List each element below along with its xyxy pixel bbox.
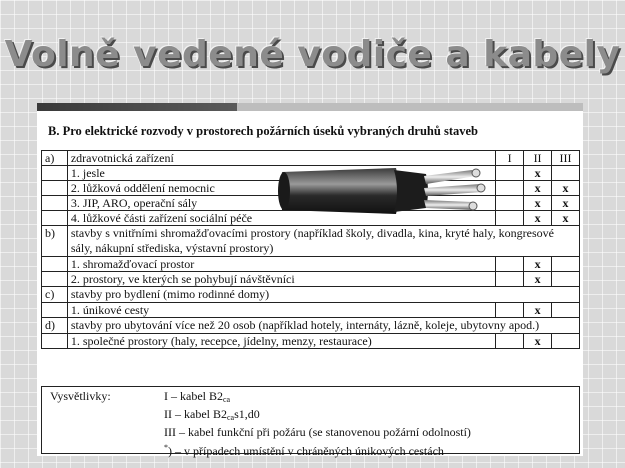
row-description: 1. společné prostory (haly, recepce, jídelny, menzy, restaurace) — [67, 334, 495, 349]
row-description: stavby pro bydlení (mimo rodinné domy) — [67, 287, 579, 303]
section-heading: B. Pro elektrické rozvody v prostorech požárních úseků vybraných druhů staveb — [48, 124, 478, 138]
slide-title: Volně vedené vodiče a kabely — [4, 34, 621, 75]
row-label: a) — [42, 151, 68, 166]
row-label — [42, 166, 68, 181]
cable-class-mark: x — [552, 181, 580, 196]
row-description: 1. únikové cesty — [67, 303, 495, 318]
cable-class-mark — [552, 166, 580, 181]
cable-class-mark: x — [524, 257, 552, 272]
cable-class-mark — [496, 303, 524, 318]
row-label — [42, 211, 68, 226]
row-label — [42, 272, 68, 287]
cable-class-mark: x — [524, 181, 552, 196]
row-description: 4. lůžkové části zařízení sociální péče — [67, 211, 495, 226]
cable-class-mark: x — [524, 272, 552, 287]
legend-list — [164, 389, 471, 459]
cable-class-mark — [496, 196, 524, 211]
table-row — [42, 287, 580, 303]
cable-class-mark — [496, 257, 524, 272]
cable-class-mark: x — [524, 196, 552, 211]
cable-class-mark: x — [524, 303, 552, 318]
cable-class-mark: x — [552, 211, 580, 226]
row-label — [42, 303, 68, 318]
legend-item: II – kabel $B2_{ca}s1,d0$ — [164, 407, 260, 422]
cable-class-mark — [552, 303, 580, 318]
row-label — [42, 181, 68, 196]
cable-class-mark — [496, 166, 524, 181]
table-row — [42, 318, 580, 334]
row-description: 1. jesle — [67, 166, 495, 181]
cable-class-mark — [496, 334, 524, 349]
cable-class-mark — [496, 211, 524, 226]
legend-item: III – kabel funkční při požáru (se stanovenou požární odolností) — [164, 425, 471, 439]
table-row — [42, 257, 580, 272]
row-description: 2. prostory, ve kterých se pohybují návštěvníci — [67, 272, 495, 287]
cable-class-mark — [496, 181, 524, 196]
table-row — [42, 334, 580, 349]
cable-class-mark: x — [524, 211, 552, 226]
row-label — [42, 196, 68, 211]
document-excerpt — [37, 103, 583, 456]
legend-item: *) – v případech umístění v chráněných únikových cestách — [164, 443, 444, 458]
legend-item: I – kabel $B2_{ca}$ — [164, 389, 231, 404]
row-description: stavby pro ubytování více než 20 osob (například hotely, internáty, lázně, koleje, ubytovny apod.) — [67, 318, 579, 334]
row-label: d) — [42, 318, 68, 334]
legend-label: Vysvětlivky: — [50, 389, 111, 403]
row-label: c) — [42, 287, 68, 303]
row-description: 2. lůžková oddělení nemocnic — [67, 181, 495, 196]
cable-class-mark — [552, 272, 580, 287]
document-top-rule — [37, 103, 583, 111]
cable-class-mark — [552, 334, 580, 349]
row-description: zdravotnická zařízení — [67, 151, 495, 166]
table-row — [42, 226, 580, 257]
cable-class-mark: x — [552, 196, 580, 211]
table-row — [42, 303, 580, 318]
column-header: III — [552, 151, 580, 166]
cable-class-mark — [496, 272, 524, 287]
row-description: 1. shromažďovací prostor — [67, 257, 495, 272]
legend-box — [41, 386, 580, 458]
cable-class-mark — [552, 257, 580, 272]
row-description: 3. JIP, ARO, operační sály — [67, 196, 495, 211]
column-header: I — [496, 151, 524, 166]
row-label: b) — [42, 226, 68, 257]
column-header: II — [524, 151, 552, 166]
power-cable-icon — [276, 158, 486, 224]
row-label — [42, 334, 68, 349]
row-description: stavby s vnitřními shromažďovacími prostory (například školy, divadla, kina, kryté haly, kongresové sály, nákupní střediska, výstavní prostory) — [67, 226, 579, 257]
cable-class-mark: x — [524, 334, 552, 349]
table-row — [42, 272, 580, 287]
cable-class-mark: x — [524, 166, 552, 181]
row-label — [42, 257, 68, 272]
